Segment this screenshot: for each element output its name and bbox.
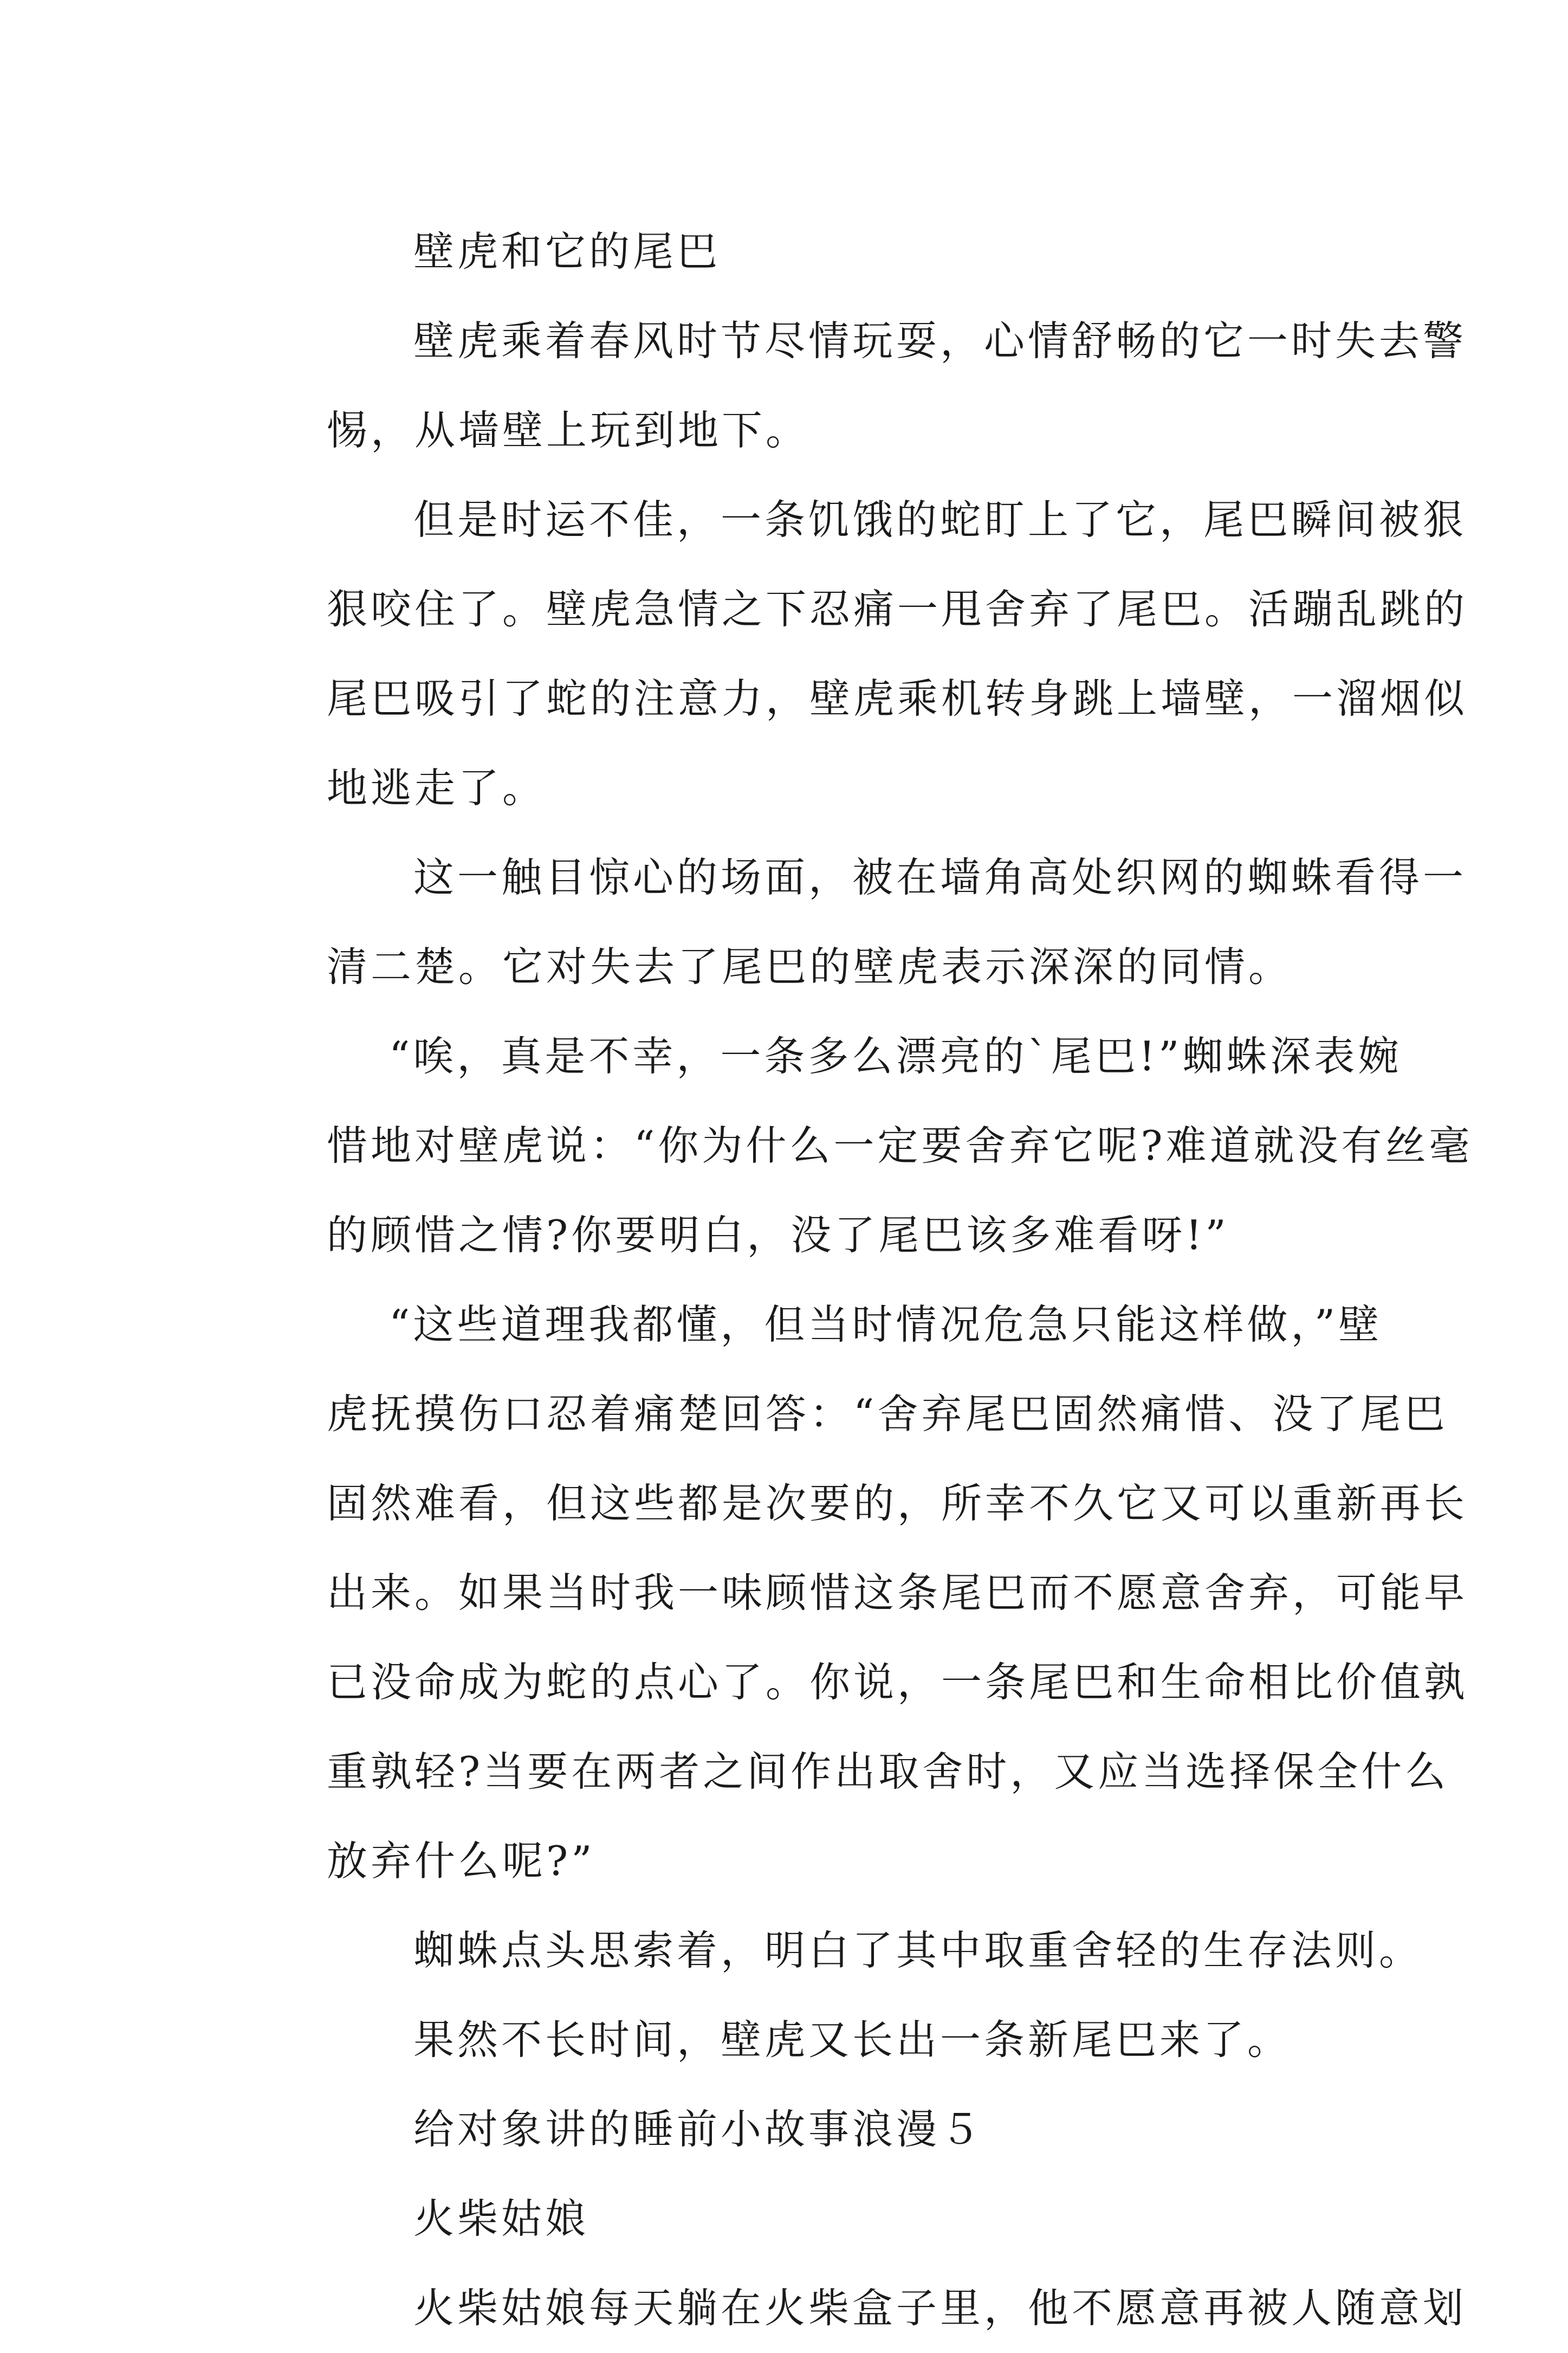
text-line: 已没命成为蛇的点心了。你说，一条尾巴和生命相比价值孰 [327, 1658, 1468, 1706]
paragraph [240, 1280, 1468, 1906]
text-line: 惜地对壁虎说：“你为什么一定要舍弃它呢?难道就没有丝毫 [327, 1122, 1473, 1169]
paragraph [240, 1906, 1423, 1995]
text-line: 虎抚摸伤口忍着痛楚回答：“舍弃尾巴固然痛惜、没了尾巴 [327, 1390, 1448, 1438]
text-line: 狠咬住了。壁虎急情之下忍痛一甩舍弃了尾巴。活蹦乱跳的 [327, 585, 1468, 633]
paragraph [240, 475, 1468, 833]
text-line: 清二楚。它对失去了尾巴的壁虎表示深深的同情。 [327, 943, 1293, 991]
text-line: 但是时运不佳，一条饥饿的蛇盯上了它，尾巴瞬间被狠 [413, 496, 1467, 544]
text-line: 的顾惜之情?你要明白，没了尾巴该多难看呀!” [327, 1211, 1229, 1259]
text-line: 给对象讲的睡前小故事浪漫５ [413, 2105, 984, 2153]
paragraph [240, 1012, 1473, 1280]
story-title [240, 2174, 1345, 2264]
text-line: 尾巴吸引了蛇的注意力，壁虎乘机转身跳上墙壁，一溜烟似 [327, 675, 1468, 722]
text-line: 惕，从墙壁上玩到地下。 [327, 406, 810, 454]
text-line: 火柴姑娘 [413, 2195, 589, 2242]
text-line: 固然难看，但这些都是次要的，所幸不久它又可以重新再长 [327, 1479, 1468, 1527]
paragraph [240, 2264, 1467, 2353]
text-line: 壁虎乘着春风时节尽情玩耍，心情舒畅的它一时失去警 [413, 317, 1467, 365]
paragraph [240, 1995, 1345, 2085]
text-line: 出来。如果当时我一味顾惜这条尾巴而不愿意舍弃，可能早 [327, 1569, 1468, 1617]
text-line: 这一触目惊心的场面，被在墙角高处织网的蜘蛛看得一 [413, 854, 1467, 901]
section-heading [240, 2085, 1345, 2174]
text-line: 地逃走了。 [327, 764, 547, 812]
story-title [240, 207, 1345, 296]
paragraph [240, 833, 1467, 1012]
text-line: 果然不长时间，壁虎又长出一条新尾巴来了。 [413, 2016, 1292, 2064]
text-line: “唉，真是不幸，一条多么漂亮的`尾巴!”蜘蛛深表婉 [389, 1032, 1402, 1080]
document-body [240, 207, 1473, 2353]
text-line: 重孰轻?当要在两者之间作出取舍时，又应当选择保全什么 [327, 1748, 1449, 1795]
text-line: “这些道理我都懂，但当时情况危急只能这样做，”壁 [389, 1301, 1383, 1348]
text-line: 蜘蛛点头思索着，明白了其中取重舍轻的生存法则。 [413, 1927, 1423, 1974]
text-line: 放弃什么呢?” [327, 1837, 595, 1885]
text-line: 壁虎和它的尾巴 [413, 228, 721, 275]
text-line: 火柴姑娘每天躺在火柴盒子里，他不愿意再被人随意划 [413, 2284, 1467, 2332]
paragraph [240, 296, 1467, 475]
